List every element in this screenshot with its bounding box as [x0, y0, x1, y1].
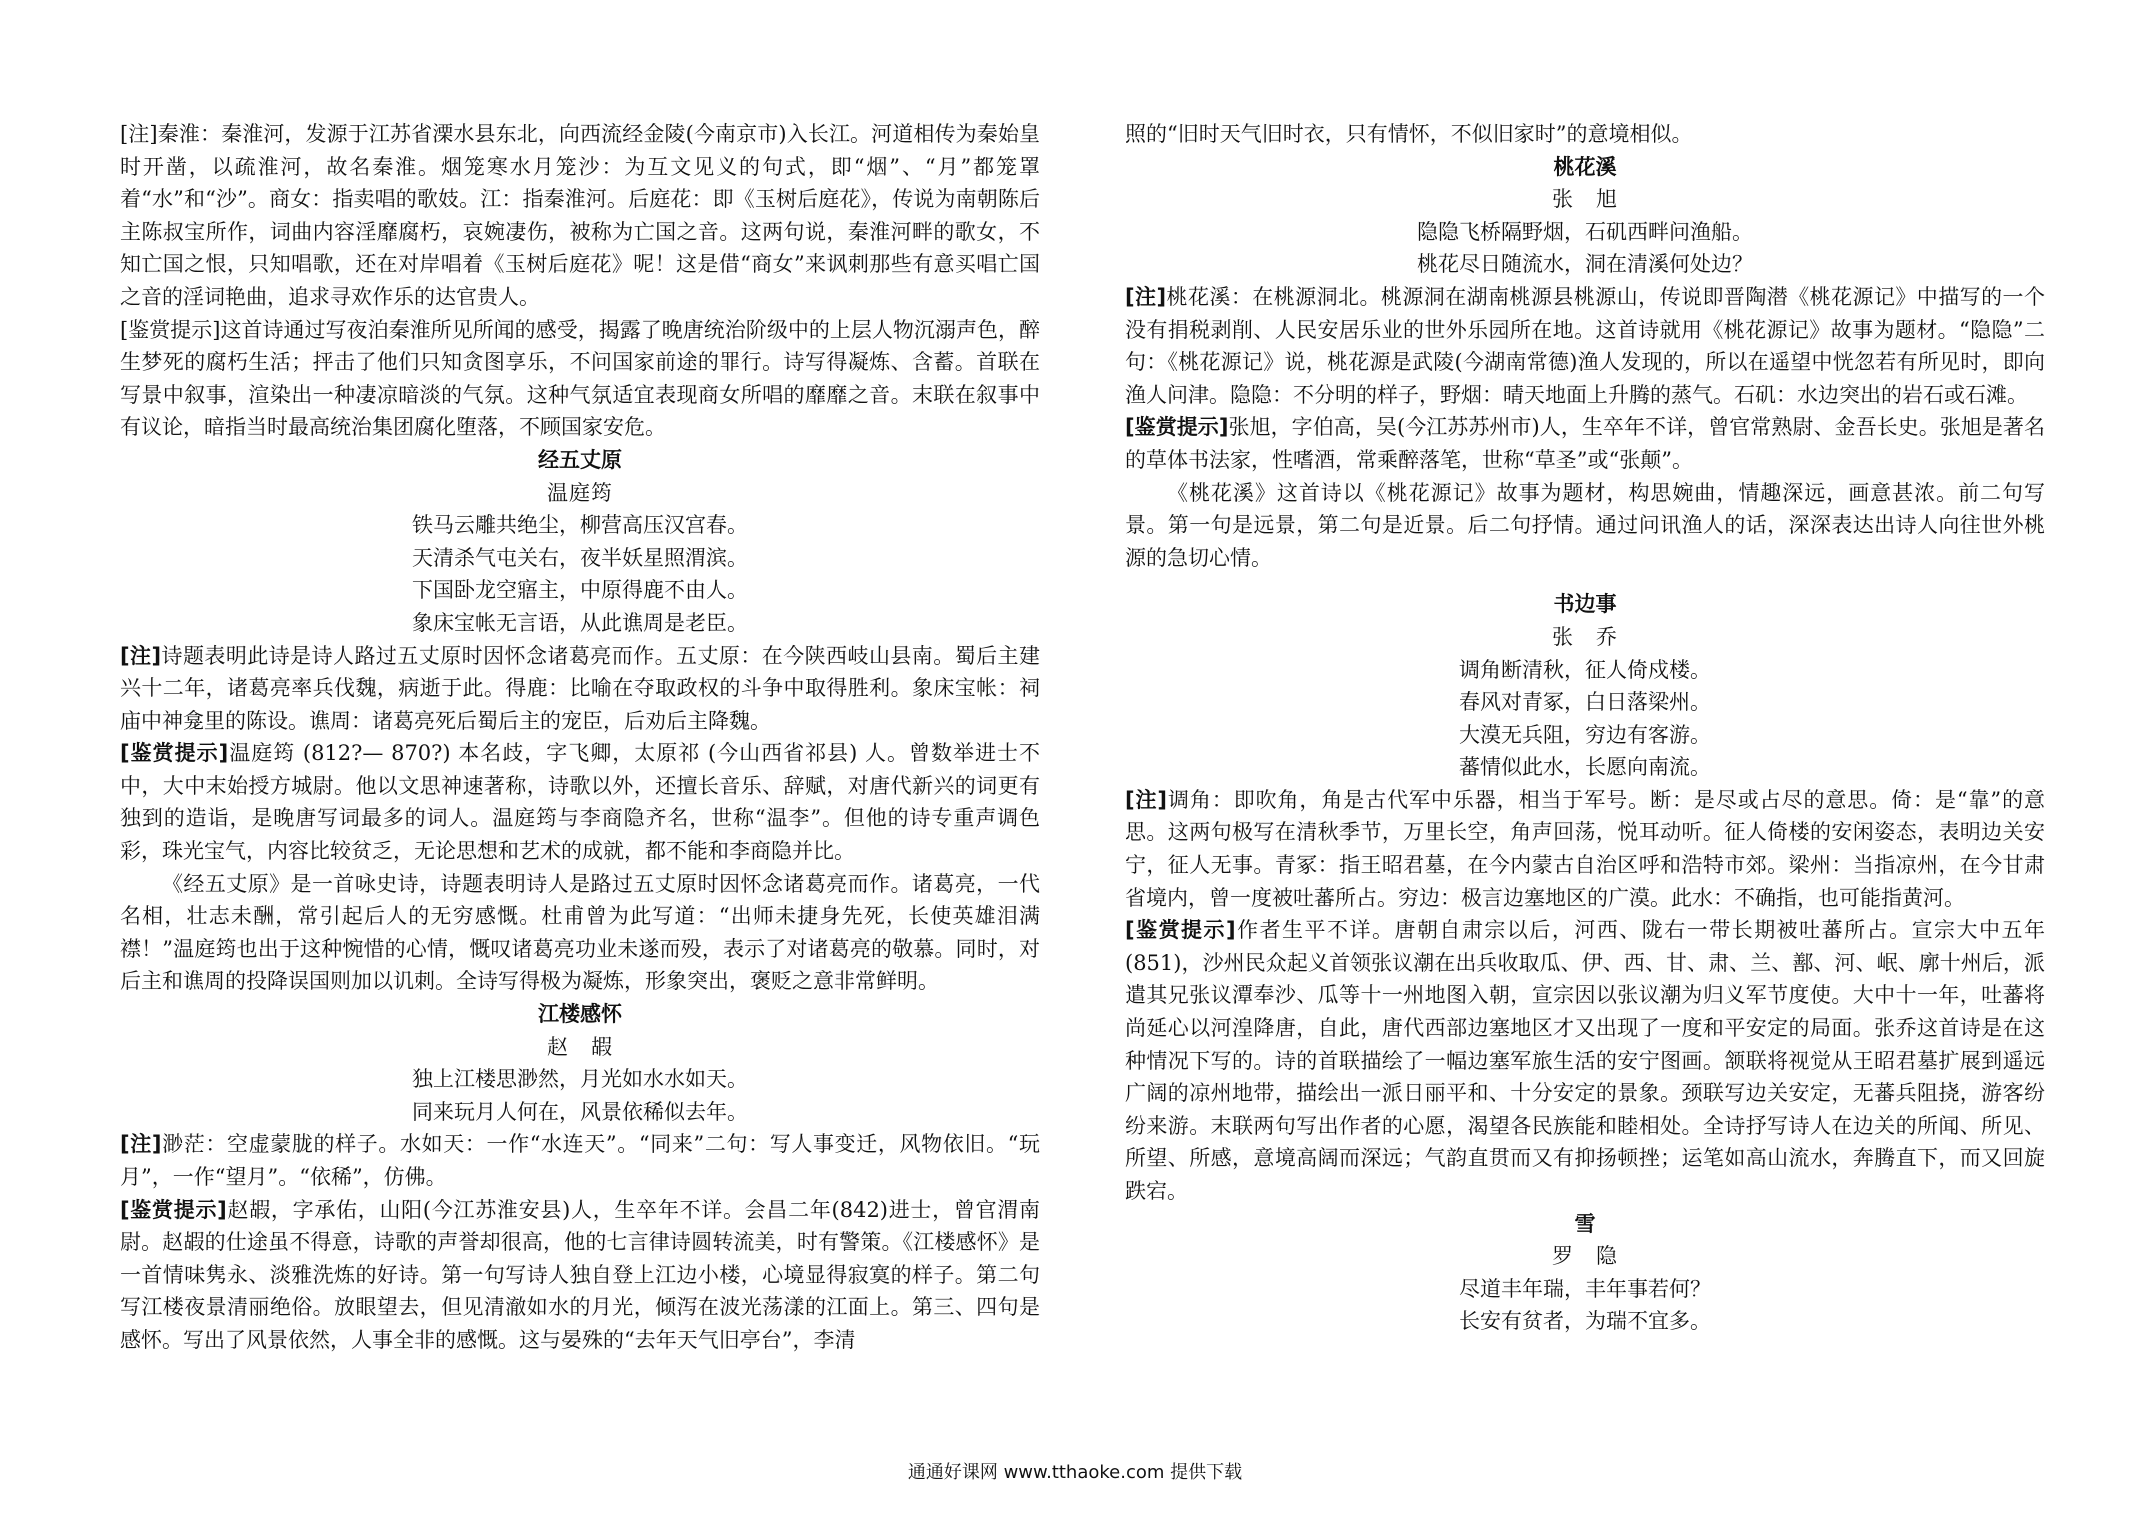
poem-appreciation-2: 《桃花溪》这首诗以《桃花源记》故事为题材，构思婉曲，情趣深远，画意甚浓。前二句写景。第一句是远景，第二句是近景。后二句抒情。通过问讯渔人的话，深深表达出诗人向往世外桃源的急切心情。	[1125, 480, 2045, 570]
poem-author-taohuaxi: 张 旭	[1552, 187, 1618, 212]
poem-verse: 大漠无兵阻，穷边有客游。	[1459, 722, 1711, 747]
poem-verse: 调角断清秋，征人倚戍楼。	[1459, 657, 1711, 682]
poem-appreciation-2: 《经五丈原》是一首咏史诗，诗题表明诗人是路过五丈原时因怀念诸葛亮而作。诸葛亮，一代名相，壮志未酬，常引起后人的无穷感慨。杜甫曾为此写道：“出师未捷身先死，长使英雄泪满襟！”温庭筠也出于这种惋惜的心情，慨叹诸葛亮功业未遂而殁，表示了对诸葛亮的敬慕。同时，对后主和谯周的投降误国则加以讥刺。全诗写得极为凝炼，形象突出，褒贬之意非常鲜明。	[120, 871, 1040, 994]
section-gap	[1125, 574, 2045, 588]
note-tag: [注]	[1125, 284, 1167, 309]
poem-verse: 蕃情似此水，长愿向南流。	[1459, 755, 1711, 780]
poem-author-jianglou: 赵 嘏	[547, 1034, 613, 1059]
poem-appreciation	[120, 737, 1040, 867]
poem-verse: 桃花尽日随流水，洞在清溪何处边？	[1417, 252, 1753, 277]
note-tag: [注]	[120, 1132, 162, 1157]
poem-note	[120, 1128, 1040, 1193]
note-text: 桃花溪：在桃源洞北。桃源洞在湖南桃源县桃源山，传说即晋陶潜《桃花源记》中描写的一个没有捐税剥削、人民安居乐业的世外乐园所在地。这首诗就用《桃花源记》故事为题材。“隐隐”二句：《桃花源记》说，桃花源是武陵(今湖南常德)渔人发现的，所以在遥望中恍忽若有所见时，即向渔人问津。隐隐：不分明的样子，野烟：晴天地面上升腾的蒸气。石矶：水边突出的岩石或石滩。	[1125, 284, 2045, 407]
poem-verse: 铁马云雕共绝尘，柳营高压汉宫春。	[412, 513, 748, 538]
poem-appreciation	[1125, 411, 2045, 476]
note-text: 渺茫：空虚蒙胧的样子。水如天：一作“水连天”。“同来”二句：写人事变迁，风物依旧。“玩月”，一作“望月”。“依稀”，仿佛。	[120, 1132, 1040, 1189]
page-footer: 通通好课网 www.tthaoke.com 提供下载	[907, 1462, 1243, 1483]
poem-appreciation	[120, 1194, 1040, 1357]
poem-author-bianshi: 张 乔	[1552, 624, 1618, 649]
appreciation-text: 作者生平不详。唐朝自肃宗以后，河西、陇右一带长期被吐蕃所占。宣宗大中五年(851)，沙州民众起义首领张议潮在出兵收取瓜、伊、西、甘、肃、兰、鄯、河、岷、廓十州后，派遣其兄张议潭奉沙、瓜等十一州地图入朝，宣宗因以张议潮为归义军节度使。大中十一年，吐蕃将尚延心以河湟降唐，自此，唐代西部边塞地区才又出现了一度和平安定的局面。张乔这首诗是在这种情况下写的。诗的首联描绘了一幅边塞军旅生活的安宁图画。颔联将视觉从王昭君墓扩展到遥远广阔的凉州地带，描绘出一派日丽平和、十分安定的景象。颈联写边关安定，无蕃兵阻挠，游客纷纷来游。末联两句写出作者的心愿，渴望各民族能和睦相处。全诗抒写诗人在边关的所闻、所见、所望、所感，意境高阔而深远；气韵直贯而又有抑扬顿挫；运笔如高山流水，奔腾直下，而又回旋跌宕。	[1125, 918, 2045, 1203]
continuation-text: 照的“旧时天气旧时衣，只有情怀，不似旧家时”的意境相似。	[1125, 122, 1693, 146]
poem-title-jianglou: 江楼感怀	[538, 1002, 622, 1027]
poem-verse: 象床宝帐无言语，从此谯周是老臣。	[412, 610, 748, 635]
poem-verse: 同来玩月人何在，风景依稀似去年。	[412, 1099, 748, 1124]
appreciation-tag: [鉴赏提示]	[120, 1197, 227, 1222]
poem-verse: 尽道丰年瑞，丰年事若何？	[1459, 1276, 1711, 1301]
right-column	[1125, 118, 2045, 1338]
qinhuai-appreciation: [鉴赏提示]这首诗通过写夜泊秦淮所见所闻的感受，揭露了晚唐统治阶级中的上层人物沉溺声色，醉生梦死的腐朽生活；抨击了他们只知贪图享乐，不问国家前途的罪行。诗写得凝炼、含蓄。首联在写景中叙事，渲染出一种凄凉暗淡的气氛。这种气氛适宜表现商女所唱的靡靡之音。末联在叙事中有议论，暗指当时最高统治集团腐化堕落，不顾国家安危。	[120, 317, 1040, 440]
appreciation-text: 赵嘏，字承佑，山阳(今江苏淮安县)人，生卒年不详。会昌二年(842)进士，曾官渭南尉。赵嘏的仕途虽不得意，诗歌的声誉却很高，他的七言律诗圆转流美，时有警策。《江楼感怀》是一首情味隽永、淡雅洗炼的好诗。第一句写诗人独自登上江边小楼，心境显得寂寞的样子。第二句写江楼夜景清丽绝俗。放眼望去，但见清澈如水的月光，倾泻在波光荡漾的江面上。第三、四句是感怀。写出了风景依然，人事全非的感慨。这与晏殊的“去年天气旧亭台”，李清	[120, 1197, 1040, 1352]
poem-note	[1125, 784, 2045, 914]
note-tag: [注]	[1125, 787, 1168, 812]
poem-verse: 隐隐飞桥隔野烟，石矶西畔问渔船。	[1417, 219, 1753, 244]
poem-author-wuzhangyuan: 温庭筠	[547, 480, 613, 505]
poem-verse: 长安有贫者，为瑞不宜多。	[1459, 1309, 1711, 1334]
poem-title-xue: 雪	[1574, 1211, 1596, 1236]
poem-verse: 天清杀气屯关右，夜半妖星照渭滨。	[412, 545, 748, 570]
note-tag: [注]	[120, 643, 162, 668]
note-text: 调角：即吹角，角是古代军中乐器，相当于军号。断：是尽或占尽的意思。倚：是“靠”的意思。这两句极写在清秋季节，万里长空，角声回荡，悦耳动听。征人倚楼的安闲姿态，表明边关安宁，征人无事。青冢：指王昭君墓，在今内蒙古自治区呼和浩特市郊。梁州：当指凉州，在今甘肃省境内，曾一度被吐蕃所占。穷边：极言边塞地区的广漠。此水：不确指，也可能指黄河。	[1125, 787, 2045, 910]
note-text: 诗题表明此诗是诗人路过五丈原时因怀念诸葛亮而作。五丈原：在今陕西岐山县南。蜀后主建兴十二年，诸葛亮率兵伐魏，病逝于此。得鹿：比喻在夺取政权的斗争中取得胜利。象床宝帐：祠庙中神龛里的陈设。谯周：诸葛亮死后蜀后主的宠臣，后劝后主降魏。	[120, 643, 1040, 733]
poem-verse: 独上江楼思渺然，月光如水水如天。	[412, 1067, 748, 1092]
poem-title-taohuaxi: 桃花溪	[1553, 154, 1617, 179]
appreciation-tag: [鉴赏提示]	[1125, 415, 1229, 440]
poem-title-bianshi: 书边事	[1553, 592, 1617, 617]
appreciation-text: 张旭，字伯高，吴(今江苏苏州市)人，生卒年不详，曾官常熟尉、金吾长史。张旭是著名的草体书法家，性嗜酒，常乘醉落笔，世称“草圣”或“张颠”。	[1125, 415, 2045, 472]
poem-author-xue: 罗 隐	[1552, 1244, 1618, 1269]
poem-note	[1125, 281, 2045, 411]
poem-verse: 下国卧龙空寤主，中原得鹿不由人。	[412, 578, 748, 603]
poem-verse: 春风对青冢，白日落梁州。	[1459, 690, 1711, 715]
poem-title-wuzhangyuan: 经五丈原	[538, 447, 622, 472]
appreciation-text: 温庭筠 (812?— 870?) 本名歧，字飞卿，太原祁 (今山西省祁县) 人。曾数举进士不中，大中末始授方城尉。他以文思神速著称，诗歌以外，还擅长音乐、辞赋，对唐代新兴的词更有独到的造诣，是晚唐写词最多的词人。温庭筠与李商隐齐名，世称“温李”。但他的诗专重声调色彩，珠光宝气，内容比较贫乏，无论思想和艺术的成就，都不能和李商隐并比。	[120, 741, 1041, 864]
appreciation-tag: [鉴赏提示]	[1125, 918, 1236, 943]
poem-appreciation	[1125, 914, 2045, 1207]
left-column	[120, 118, 1040, 1357]
qinhuai-note: [注]秦淮：秦淮河，发源于江苏省溧水县东北，向西流经金陵(今南京市)入长江。河道相传为秦始皇时开凿，以疏淮河，故名秦淮。烟笼寒水月笼沙：为互文见义的句式，即“烟”、“月”都笼罩着“水”和“沙”。商女：指卖唱的歌妓。江：指秦淮河。后庭花：即《玉树后庭花》，传说为南朝陈后主陈叔宝所作，词曲内容淫靡腐朽，哀婉凄伤，被称为亡国之音。这两句说，秦淮河畔的歌女，不知亡国之恨，只知唱歌，还在对岸唱着《玉树后庭花》呢！这是借“商女”来讽刺那些有意买唱亡国之音的淫词艳曲，追求寻欢作乐的达官贵人。	[120, 122, 1040, 309]
appreciation-tag: [鉴赏提示]	[120, 741, 229, 766]
poem-note	[120, 640, 1040, 738]
